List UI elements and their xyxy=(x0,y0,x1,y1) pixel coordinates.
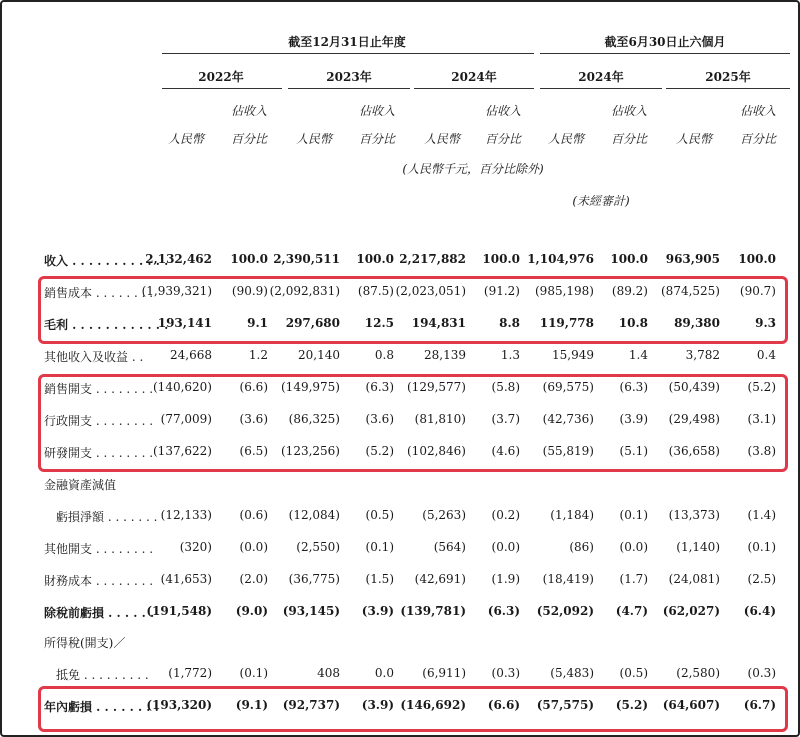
cell-amount: 89,380 xyxy=(674,316,720,330)
year-2024-h1: 2024年 xyxy=(578,70,624,84)
cell-amount: (2,580) xyxy=(676,666,720,680)
cell-amount: (57,575) xyxy=(536,698,594,712)
cell-percent: (5.2) xyxy=(365,444,394,458)
cell-amount: (24,081) xyxy=(668,572,720,586)
col-pct-l1-2024-h1: 佔收入 xyxy=(610,104,647,118)
cell-amount: (29,498) xyxy=(668,412,720,426)
header-six-months: 截至6月30日止六個月 xyxy=(604,35,726,49)
cell-percent: (3.6) xyxy=(365,412,394,426)
cell-percent: (9.0) xyxy=(235,604,268,618)
row-label: 所得稅(開支)／ xyxy=(44,636,126,650)
col-pct-l1-2022: 佔收入 xyxy=(230,104,267,118)
cell-amount: (86) xyxy=(569,540,594,554)
highlight-box-gross-profit xyxy=(38,276,788,344)
year-2025-h1: 2025年 xyxy=(705,70,751,84)
cell-amount: (564) xyxy=(433,540,466,554)
year-2022: 2022年 xyxy=(198,70,244,84)
cell-percent: 0.0 xyxy=(374,666,394,680)
row-label: 行政開支 . . . . . . . . xyxy=(44,414,154,428)
cell-amount: (12,133) xyxy=(160,508,212,522)
row-label: 抵免 . . . . . . . . . xyxy=(44,668,149,682)
rule-2024 xyxy=(414,88,534,89)
cell-amount: 408 xyxy=(317,666,340,680)
cell-amount: (36,775) xyxy=(288,572,340,586)
rule-2022 xyxy=(162,88,282,89)
cell-amount: 2,217,882 xyxy=(399,252,466,266)
cell-percent: (3.8) xyxy=(747,444,776,458)
cell-percent: (6.3) xyxy=(487,604,520,618)
cell-amount: (139,781) xyxy=(400,604,466,618)
col-pct-l2-2025-h1: 百分比 xyxy=(739,132,776,146)
cell-percent: (6.5) xyxy=(239,444,268,458)
cell-amount: 15,949 xyxy=(552,348,594,362)
cell-amount: (874,525) xyxy=(661,284,720,298)
cell-percent: (1.7) xyxy=(619,572,648,586)
cell-percent: (0.0) xyxy=(619,540,648,554)
cell-percent: (0.5) xyxy=(619,666,648,680)
cell-percent: (3.6) xyxy=(239,412,268,426)
cell-amount: (12,084) xyxy=(288,508,340,522)
unit-note: (人民幣千元，百分比除外) xyxy=(402,162,544,176)
row-label: 財務成本 . . . . . . . . xyxy=(44,574,154,588)
cell-amount: (2,023,051) xyxy=(395,284,466,298)
table-row xyxy=(0,540,800,560)
cell-amount: 193,141 xyxy=(157,316,212,330)
cell-percent: (5.2) xyxy=(747,380,776,394)
rule-six-months xyxy=(540,53,790,54)
col-rmb-2023: 人民幣 xyxy=(295,132,332,146)
cell-percent: 10.8 xyxy=(618,316,648,330)
cell-amount: (1,140) xyxy=(676,540,720,554)
cell-amount: (191,548) xyxy=(146,604,212,618)
rule-2025-h1 xyxy=(666,88,790,89)
cell-percent: (2.0) xyxy=(239,572,268,586)
cell-percent: (0.3) xyxy=(491,666,520,680)
cell-amount: (985,198) xyxy=(535,284,594,298)
cell-amount: (129,577) xyxy=(407,380,466,394)
col-pct-l2-2024: 百分比 xyxy=(484,132,521,146)
cell-percent: (6.3) xyxy=(365,380,394,394)
cell-percent: 8.8 xyxy=(499,316,520,330)
cell-amount: (149,975) xyxy=(281,380,340,394)
row-label: 金融資產減值 xyxy=(44,478,117,492)
cell-percent: (3.9) xyxy=(361,698,394,712)
row-label: 其他開支 . . . . . . . . xyxy=(44,542,154,556)
cell-amount: 20,140 xyxy=(298,348,340,362)
cell-amount: (140,620) xyxy=(153,380,212,394)
cell-percent: (9.1) xyxy=(235,698,268,712)
table-row xyxy=(0,604,800,624)
cell-amount: (81,810) xyxy=(414,412,466,426)
col-pct-l2-2024-h1: 百分比 xyxy=(610,132,647,146)
cell-percent: (0.0) xyxy=(239,540,268,554)
cell-percent: (6.4) xyxy=(743,604,776,618)
cell-percent: (0.2) xyxy=(491,508,520,522)
row-label: 年內虧損 . . . . . . . . xyxy=(44,700,159,714)
cell-percent: (6.6) xyxy=(487,698,520,712)
cell-amount: 3,782 xyxy=(685,348,720,362)
cell-amount: (1,939,321) xyxy=(141,284,212,298)
cell-percent: (90.7) xyxy=(739,284,776,298)
cell-amount: (137,622) xyxy=(153,444,212,458)
cell-amount: 963,905 xyxy=(665,252,720,266)
col-pct-l1-2024: 佔收入 xyxy=(484,104,521,118)
header-full-year: 截至12月31日止年度 xyxy=(288,35,406,49)
cell-amount: (320) xyxy=(179,540,212,554)
cell-amount: (1,184) xyxy=(550,508,594,522)
cell-amount: 2,390,511 xyxy=(273,252,340,266)
cell-amount: 2,132,462 xyxy=(145,252,212,266)
table-row xyxy=(0,634,800,654)
rule-full-year xyxy=(162,53,534,54)
cell-percent: (0.1) xyxy=(619,508,648,522)
cell-percent: (0.1) xyxy=(747,540,776,554)
cell-amount: (77,009) xyxy=(160,412,212,426)
cell-percent: (0.5) xyxy=(365,508,394,522)
col-pct-l1-2023: 佔收入 xyxy=(358,104,395,118)
cell-amount: (92,737) xyxy=(282,698,340,712)
cell-amount: (41,653) xyxy=(160,572,212,586)
cell-percent: (5.2) xyxy=(615,698,648,712)
cell-amount: (62,027) xyxy=(662,604,720,618)
cell-amount: (2,092,831) xyxy=(269,284,340,298)
cell-percent: (3.9) xyxy=(619,412,648,426)
cell-percent: (0.3) xyxy=(747,666,776,680)
rule-2024-h1 xyxy=(540,88,662,89)
cell-percent: (6.7) xyxy=(743,698,776,712)
cell-percent: (87.5) xyxy=(357,284,394,298)
cell-percent: (2.5) xyxy=(747,572,776,586)
cell-amount: (5,263) xyxy=(422,508,466,522)
cell-percent: 12.5 xyxy=(364,316,394,330)
cell-percent: (90.9) xyxy=(231,284,268,298)
table-row xyxy=(0,666,800,686)
cell-amount: (1,772) xyxy=(168,666,212,680)
cell-percent: (3.1) xyxy=(747,412,776,426)
cell-amount: (102,846) xyxy=(407,444,466,458)
cell-amount: 119,778 xyxy=(539,316,594,330)
cell-percent: (4.6) xyxy=(491,444,520,458)
cell-percent: 0.4 xyxy=(756,348,776,362)
table-row xyxy=(0,348,800,368)
cell-amount: (64,607) xyxy=(662,698,720,712)
cell-percent: (5.8) xyxy=(491,380,520,394)
cell-percent: (1.5) xyxy=(365,572,394,586)
cell-amount: (55,819) xyxy=(542,444,594,458)
highlight-box-loss-for-year xyxy=(38,686,788,732)
highlight-box-operating-expenses xyxy=(38,374,788,472)
table-row xyxy=(0,572,800,592)
table-row xyxy=(0,252,800,272)
cell-amount: (86,325) xyxy=(288,412,340,426)
year-2023: 2023年 xyxy=(326,70,372,84)
cell-percent: (0.1) xyxy=(365,540,394,554)
cell-amount: (18,419) xyxy=(542,572,594,586)
cell-percent: 100.0 xyxy=(610,252,648,266)
row-label: 虧損淨額 . . . . . . . xyxy=(44,510,158,524)
cell-percent: 100.0 xyxy=(230,252,268,266)
col-pct-l1-2025-h1: 佔收入 xyxy=(739,104,776,118)
col-rmb-2025-h1: 人民幣 xyxy=(675,132,712,146)
cell-percent: (0.0) xyxy=(491,540,520,554)
cell-amount: 194,831 xyxy=(411,316,466,330)
cell-amount: 1,104,976 xyxy=(527,252,594,266)
cell-percent: 100.0 xyxy=(738,252,776,266)
cell-percent: (3.9) xyxy=(361,604,394,618)
cell-percent: 9.3 xyxy=(755,316,776,330)
col-rmb-2024-h1: 人民幣 xyxy=(547,132,584,146)
rule-2023 xyxy=(288,88,410,89)
cell-percent: 1.2 xyxy=(248,348,268,362)
table-row xyxy=(0,508,800,528)
cell-amount: (36,658) xyxy=(668,444,720,458)
cell-percent: (6.6) xyxy=(239,380,268,394)
cell-amount: 28,139 xyxy=(424,348,466,362)
row-label: 銷售開支 . . . . . . . . xyxy=(44,382,154,396)
cell-amount: (5,483) xyxy=(550,666,594,680)
row-label: 其他收入及收益 . . xyxy=(44,350,144,364)
cell-amount: (50,439) xyxy=(668,380,720,394)
cell-amount: (6,911) xyxy=(422,666,466,680)
cell-amount: (42,691) xyxy=(414,572,466,586)
col-rmb-2022: 人民幣 xyxy=(167,132,204,146)
cell-amount: 24,668 xyxy=(170,348,212,362)
unaudited-note: (未經審計) xyxy=(572,194,630,208)
cell-percent: (5.1) xyxy=(619,444,648,458)
cell-percent: (89.2) xyxy=(611,284,648,298)
cell-percent: (6.3) xyxy=(619,380,648,394)
cell-percent: (91.2) xyxy=(483,284,520,298)
row-label: 除稅前虧損 . . . . . . xyxy=(44,606,155,620)
year-2024: 2024年 xyxy=(451,70,497,84)
cell-amount: (2,550) xyxy=(296,540,340,554)
cell-percent: 1.4 xyxy=(628,348,648,362)
cell-percent: 100.0 xyxy=(356,252,394,266)
row-label: 銷售成本 . . . . . . . . xyxy=(44,286,154,300)
cell-percent: (0.6) xyxy=(239,508,268,522)
cell-amount: (42,736) xyxy=(542,412,594,426)
col-pct-l2-2023: 百分比 xyxy=(358,132,395,146)
cell-amount: (52,092) xyxy=(536,604,594,618)
cell-percent: (1.4) xyxy=(747,508,776,522)
cell-percent: (4.7) xyxy=(615,604,648,618)
cell-amount: (146,692) xyxy=(400,698,466,712)
cell-amount: 297,680 xyxy=(285,316,340,330)
cell-percent: (1.9) xyxy=(491,572,520,586)
col-rmb-2024: 人民幣 xyxy=(423,132,460,146)
cell-percent: 1.3 xyxy=(500,348,520,362)
table-row xyxy=(0,476,800,496)
row-label: 收入 . . . . . . . . . . . . xyxy=(44,254,169,268)
cell-amount: (123,256) xyxy=(281,444,340,458)
cell-percent: (3.7) xyxy=(491,412,520,426)
cell-amount: (193,320) xyxy=(146,698,212,712)
row-label: 毛利 . . . . . . . . . . . . xyxy=(44,318,169,332)
cell-percent: 9.1 xyxy=(247,316,268,330)
col-pct-l2-2022: 百分比 xyxy=(230,132,267,146)
cell-amount: (13,373) xyxy=(668,508,720,522)
cell-amount: (93,145) xyxy=(282,604,340,618)
cell-amount: (69,575) xyxy=(542,380,594,394)
row-label: 研發開支 . . . . . . . . xyxy=(44,446,154,460)
cell-percent: 0.8 xyxy=(374,348,394,362)
cell-percent: 100.0 xyxy=(482,252,520,266)
cell-percent: (0.1) xyxy=(239,666,268,680)
